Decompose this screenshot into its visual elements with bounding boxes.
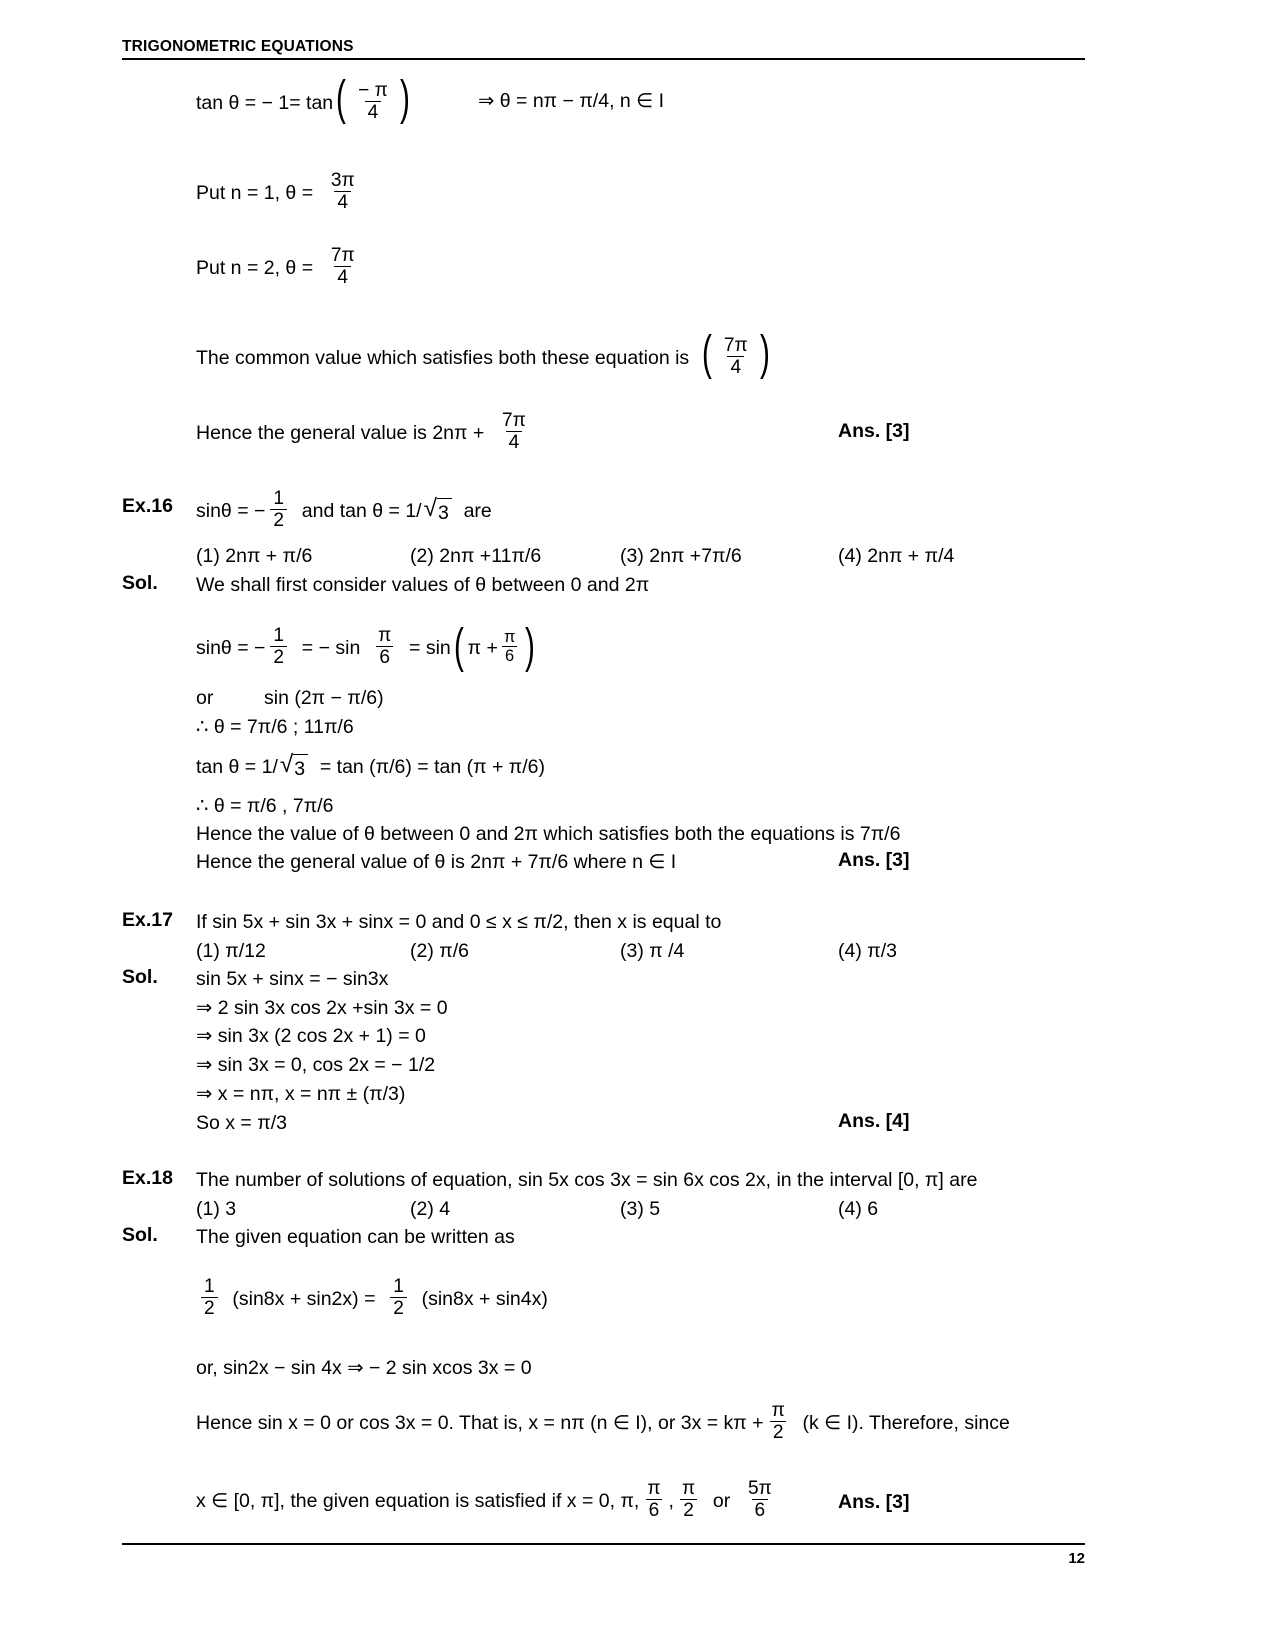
right-paren: ): [399, 72, 410, 126]
ex16-sol-tan-line: [196, 753, 545, 781]
ex18-question: The number of solutions of equation, sin 5x cos 3x = sin 6x cos 2x, in the interval [0, π] are: [196, 1169, 978, 1191]
ex17-option-1[interactable]: (1) π/12: [196, 940, 266, 962]
page-number: 12: [1068, 1550, 1085, 1567]
fraction-pi-over-6-final: $\frac{\pi}{6}$: [647, 1477, 661, 1522]
ex18-option-2[interactable]: (2) 4: [410, 1198, 451, 1220]
fraction-pi-over-2-final: $\frac{\pi}{2}$: [681, 1477, 696, 1522]
fraction-neg-pi-over-4: $\frac{- \pi}{4}$: [358, 79, 388, 124]
ex16-eq-c: = sin: [409, 636, 451, 659]
ex18-sol-line1: The given equation can be written as: [196, 1226, 515, 1248]
example-label-ex18: Ex.18: [122, 1167, 173, 1189]
ex16-option-2[interactable]: (2) 2nπ +11π/6: [410, 545, 542, 567]
fraction-7pi-over-4: $\frac{7\pi}{4}$: [330, 244, 355, 289]
right-paren: ): [759, 327, 770, 381]
ex18-hence-b: (k ∈ I). Therefore, since: [802, 1411, 1010, 1434]
ex16-q-prefix: sinθ = −: [196, 499, 266, 522]
page-title: TRIGONOMETRIC EQUATIONS: [122, 38, 354, 55]
ex18-eq-a: (sin8x + sin2x) =: [232, 1287, 376, 1310]
fraction-1-over-2: $\frac{1}{2}$: [270, 489, 287, 531]
ex17-step-1: sin 5x + sinx = − sin3x: [196, 968, 389, 990]
ex16-tan-suffix: = tan (π/6) = tan (π + π/6): [319, 756, 546, 778]
ex16-sol-therefore-2: ∴ θ = π/6 , 7π/6: [196, 795, 334, 817]
ex16-eq-b: = − sin: [301, 636, 361, 659]
fraction-1-over-2-right: $\frac{1}{2}$: [390, 1277, 407, 1319]
ex17-step-4: ⇒ sin 3x = 0, cos 2x = − 1/2: [196, 1054, 436, 1076]
answer-badge-ex18: Ans. [3]: [838, 1491, 910, 1513]
paren-group: [333, 72, 413, 126]
fraction-7pi-over-4-general: $\frac{7\pi}{4}$: [502, 409, 526, 454]
general-value-line: [196, 409, 534, 454]
ex16-question: [196, 487, 492, 532]
put-n-2-text: Put n = 2, θ =: [196, 256, 314, 279]
put-n-2-line: [196, 244, 363, 289]
ex18-final-or: or: [712, 1489, 731, 1512]
fraction-1-over-2-left: $\frac{1}{2}$: [201, 1277, 218, 1319]
ex16-eq-a: sinθ = −: [196, 636, 266, 659]
ex16-sol-or-label: or: [196, 687, 214, 709]
ex18-sol-final-line: [196, 1477, 780, 1522]
equation-tan-theta: [196, 72, 413, 126]
sqrt-3-icon: √ 3: [424, 497, 452, 525]
fraction-7pi-over-4-common: $\frac{7\pi}{4}$: [723, 334, 748, 379]
ex17-step-5: ⇒ x = nπ, x = nπ ± (π/3): [196, 1083, 406, 1105]
ex18-hence-a: Hence sin x = 0 or cos 3x = 0. That is, x = nπ (n ∈ I), or 3x = kπ +: [196, 1411, 764, 1434]
ex16-option-3[interactable]: (3) 2nπ +7π/6: [620, 545, 742, 567]
ex17-question: If sin 5x + sin 3x + sinx = 0 and 0 ≤ x ≤ π/2, then x is equal to: [196, 911, 722, 933]
ex17-option-4[interactable]: (4) π/3: [838, 940, 897, 962]
left-paren: (: [453, 620, 464, 674]
put-n-1-line: [196, 169, 363, 214]
ex17-option-3[interactable]: (3) π /4: [620, 940, 685, 962]
ex18-option-1[interactable]: (1) 3: [196, 1198, 237, 1220]
ex18-final-a: x ∈ [0, π], the given equation is satisfied if x = 0, π,: [196, 1489, 640, 1512]
general-value-text: Hence the general value is 2nπ +: [196, 421, 485, 444]
header-divider: [122, 58, 1085, 60]
answer-badge-ex15: Ans. [3]: [838, 420, 910, 442]
ex16-sol-therefore-1: ∴ θ = 7π/6 ; 11π/6: [196, 716, 354, 738]
answer-badge-ex16: Ans. [3]: [838, 849, 910, 871]
paren-group-ex16: [451, 620, 538, 674]
ex16-sol-hence-1: Hence the value of θ between 0 and 2π which satisfies both the equations is 7π/6: [196, 823, 901, 845]
equation-tan-theta-rhs: ⇒ θ = nπ − π/4, n ∈ I: [478, 90, 664, 112]
page-footer: [122, 1543, 1085, 1567]
footer-divider: [122, 1543, 1085, 1545]
fraction-1-over-2-eq: $\frac{1}{2}$: [270, 626, 287, 668]
ex18-sol-or-line: or, sin2x − sin 4x ⇒ − 2 sin xcos 3x = 0: [196, 1357, 532, 1379]
tan-lhs: tan θ = − 1= tan: [196, 91, 334, 114]
ex16-sol-or-expr: sin (2π − π/6): [264, 687, 384, 709]
fraction-3pi-over-4: $\frac{3\pi}{4}$: [330, 169, 355, 214]
left-paren: (: [336, 72, 347, 126]
ex16-sol-line1: We shall first consider values of θ between 0 and 2π: [196, 574, 650, 596]
page-header: [122, 38, 1085, 60]
answer-badge-ex17: Ans. [4]: [838, 1110, 910, 1132]
paren-group-common: [699, 327, 773, 381]
put-n-1-text: Put n = 1, θ =: [196, 181, 314, 204]
right-paren: ): [525, 620, 536, 674]
fraction-pi-over-6-inner: $\frac{\pi}{6}$: [503, 627, 516, 666]
left-paren: (: [701, 327, 712, 381]
ex18-sol-equation: [196, 1275, 548, 1320]
ex18-option-4[interactable]: (4) 6: [838, 1198, 879, 1220]
ex16-q-mid: and tan θ = 1/: [301, 499, 422, 522]
solution-label-ex16: Sol.: [122, 572, 158, 594]
ex16-option-1[interactable]: (1) 2nπ + π/6: [196, 545, 313, 567]
ex17-step-2: ⇒ 2 sin 3x cos 2x +sin 3x = 0: [196, 997, 448, 1019]
common-value-line: [196, 327, 773, 381]
ex18-final-comma: ,: [668, 1489, 674, 1512]
ex16-option-4[interactable]: (4) 2nπ + π/4: [838, 545, 955, 567]
example-label-ex17: Ex.17: [122, 909, 173, 931]
fraction-pi-over-6-eq: $\frac{\pi}{6}$: [378, 624, 392, 669]
ex18-sol-hence-line: [196, 1399, 1010, 1444]
example-label-ex16: Ex.16: [122, 495, 173, 517]
ex16-sol-equation: [196, 620, 538, 674]
ex18-option-3[interactable]: (3) 5: [620, 1198, 661, 1220]
ex17-option-2[interactable]: (2) π/6: [410, 940, 469, 962]
ex16-eq-inner-prefix: π +: [467, 636, 498, 659]
fraction-pi-over-2: $\frac{\pi}{2}$: [771, 1399, 785, 1444]
ex16-tan-prefix: tan θ = 1/: [196, 756, 278, 778]
ex17-step-6: So x = π/3: [196, 1112, 287, 1134]
ex17-step-3: ⇒ sin 3x (2 cos 2x + 1) = 0: [196, 1025, 426, 1047]
ex16-sol-hence-2: Hence the general value of θ is 2nπ + 7π/6 where n ∈ I: [196, 851, 677, 873]
sqrt-3-icon-2: √ 3: [280, 753, 308, 781]
common-value-text: The common value which satisfies both these equation is: [196, 346, 690, 369]
ex18-eq-b: (sin8x + sin4x): [421, 1287, 548, 1310]
solution-label-ex18: Sol.: [122, 1224, 158, 1246]
solution-label-ex17: Sol.: [122, 966, 158, 988]
fraction-5pi-over-6-final: $\frac{5\pi}{6}$: [747, 1477, 772, 1522]
ex16-q-suffix: are: [463, 499, 492, 522]
